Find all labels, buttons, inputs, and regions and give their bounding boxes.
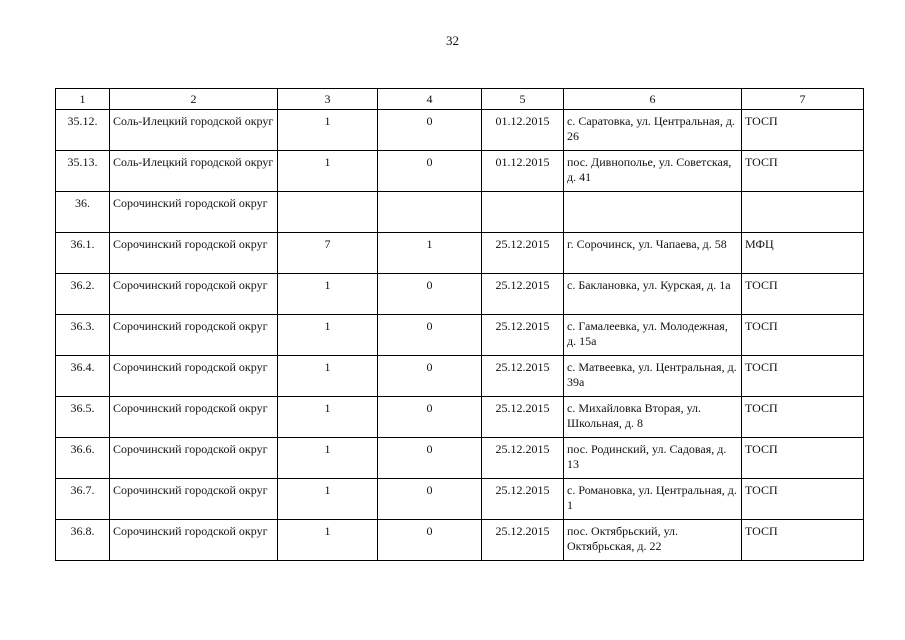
- type-cell: ТОСП: [742, 110, 864, 151]
- type-cell: [742, 192, 864, 233]
- table-row: [56, 479, 864, 520]
- column-3-cell: 1: [278, 397, 378, 438]
- column-3-cell: 7: [278, 233, 378, 274]
- date-cell: 25.12.2015: [482, 438, 564, 479]
- column-4-cell: 0: [378, 397, 482, 438]
- date-cell: 25.12.2015: [482, 479, 564, 520]
- column-3-cell: 1: [278, 520, 378, 561]
- row-number-cell: 36.1.: [56, 233, 110, 274]
- column-4-cell: 0: [378, 274, 482, 315]
- column-3-cell: 1: [278, 151, 378, 192]
- type-cell: ТОСП: [742, 356, 864, 397]
- header-cell-7: 7: [742, 89, 864, 110]
- date-cell: 25.12.2015: [482, 233, 564, 274]
- header-cell-4: 4: [378, 89, 482, 110]
- type-cell: ТОСП: [742, 438, 864, 479]
- table-row: [56, 520, 864, 561]
- address-cell: пос. Родинский, ул. Садовая, д. 13: [564, 438, 742, 479]
- date-cell: 25.12.2015: [482, 397, 564, 438]
- address-cell: с. Романовка, ул. Центральная, д. 1: [564, 479, 742, 520]
- header-cell-6: 6: [564, 89, 742, 110]
- municipality-cell: Сорочинский городской округ: [110, 192, 278, 233]
- address-cell: пос. Дивнополье, ул. Советская, д. 41: [564, 151, 742, 192]
- row-number-cell: 36.: [56, 192, 110, 233]
- row-number-cell: 36.6.: [56, 438, 110, 479]
- column-3-cell: 1: [278, 110, 378, 151]
- type-cell: ТОСП: [742, 274, 864, 315]
- table-row: [56, 315, 864, 356]
- table-row: [56, 233, 864, 274]
- row-number-cell: 36.7.: [56, 479, 110, 520]
- type-cell: ТОСП: [742, 315, 864, 356]
- column-3-cell: 1: [278, 356, 378, 397]
- address-cell: с. Гамалеевка, ул. Молодежная, д. 15а: [564, 315, 742, 356]
- column-4-cell: 1: [378, 233, 482, 274]
- header-cell-5: 5: [482, 89, 564, 110]
- header-row: [56, 89, 864, 110]
- table-row: [56, 192, 864, 233]
- header-cell-2: 2: [110, 89, 278, 110]
- table-row: [56, 397, 864, 438]
- municipality-cell: Сорочинский городской округ: [110, 479, 278, 520]
- municipality-cell: Соль-Илецкий городской округ: [110, 151, 278, 192]
- column-4-cell: 0: [378, 520, 482, 561]
- table-row: [56, 151, 864, 192]
- date-cell: 01.12.2015: [482, 110, 564, 151]
- page-number: 32: [446, 33, 459, 48]
- table-row: [56, 356, 864, 397]
- column-3-cell: 1: [278, 438, 378, 479]
- address-cell: с. Саратовка, ул. Центральная, д. 26: [564, 110, 742, 151]
- municipality-cell: Сорочинский городской округ: [110, 520, 278, 561]
- row-number-cell: 36.5.: [56, 397, 110, 438]
- table-row: [56, 110, 864, 151]
- table-row: [56, 274, 864, 315]
- date-cell: 25.12.2015: [482, 356, 564, 397]
- column-4-cell: 0: [378, 315, 482, 356]
- row-number-cell: 36.4.: [56, 356, 110, 397]
- address-cell: [564, 192, 742, 233]
- municipality-cell: Соль-Илецкий городской округ: [110, 110, 278, 151]
- municipality-cell: Сорочинский городской округ: [110, 274, 278, 315]
- date-cell: 25.12.2015: [482, 315, 564, 356]
- header-cell-3: 3: [278, 89, 378, 110]
- address-cell: с. Михайловка Вторая, ул. Школьная, д. 8: [564, 397, 742, 438]
- column-4-cell: 0: [378, 151, 482, 192]
- date-cell: 25.12.2015: [482, 520, 564, 561]
- column-3-cell: [278, 192, 378, 233]
- address-cell: пос. Октябрьский, ул. Октябрьская, д. 22: [564, 520, 742, 561]
- header-cell-1: 1: [56, 89, 110, 110]
- data-table: [55, 88, 864, 561]
- column-3-cell: 1: [278, 315, 378, 356]
- municipality-cell: Сорочинский городской округ: [110, 438, 278, 479]
- address-cell: с. Матвеевка, ул. Центральная, д. 39а: [564, 356, 742, 397]
- column-4-cell: [378, 192, 482, 233]
- address-cell: с. Баклановка, ул. Курская, д. 1а: [564, 274, 742, 315]
- column-4-cell: 0: [378, 110, 482, 151]
- column-3-cell: 1: [278, 479, 378, 520]
- address-cell: г. Сорочинск, ул. Чапаева, д. 58: [564, 233, 742, 274]
- date-cell: [482, 192, 564, 233]
- municipality-cell: Сорочинский городской округ: [110, 356, 278, 397]
- date-cell: 25.12.2015: [482, 274, 564, 315]
- type-cell: ТОСП: [742, 151, 864, 192]
- row-number-cell: 35.12.: [56, 110, 110, 151]
- municipality-cell: Сорочинский городской округ: [110, 233, 278, 274]
- table-body: [56, 110, 864, 561]
- type-cell: ТОСП: [742, 397, 864, 438]
- table-row: [56, 438, 864, 479]
- row-number-cell: 35.13.: [56, 151, 110, 192]
- column-4-cell: 0: [378, 479, 482, 520]
- municipality-cell: Сорочинский городской округ: [110, 315, 278, 356]
- row-number-cell: 36.2.: [56, 274, 110, 315]
- date-cell: 01.12.2015: [482, 151, 564, 192]
- table-header: [56, 89, 864, 110]
- municipality-cell: Сорочинский городской округ: [110, 397, 278, 438]
- type-cell: ТОСП: [742, 479, 864, 520]
- row-number-cell: 36.8.: [56, 520, 110, 561]
- type-cell: МФЦ: [742, 233, 864, 274]
- row-number-cell: 36.3.: [56, 315, 110, 356]
- column-3-cell: 1: [278, 274, 378, 315]
- type-cell: ТОСП: [742, 520, 864, 561]
- column-4-cell: 0: [378, 356, 482, 397]
- column-4-cell: 0: [378, 438, 482, 479]
